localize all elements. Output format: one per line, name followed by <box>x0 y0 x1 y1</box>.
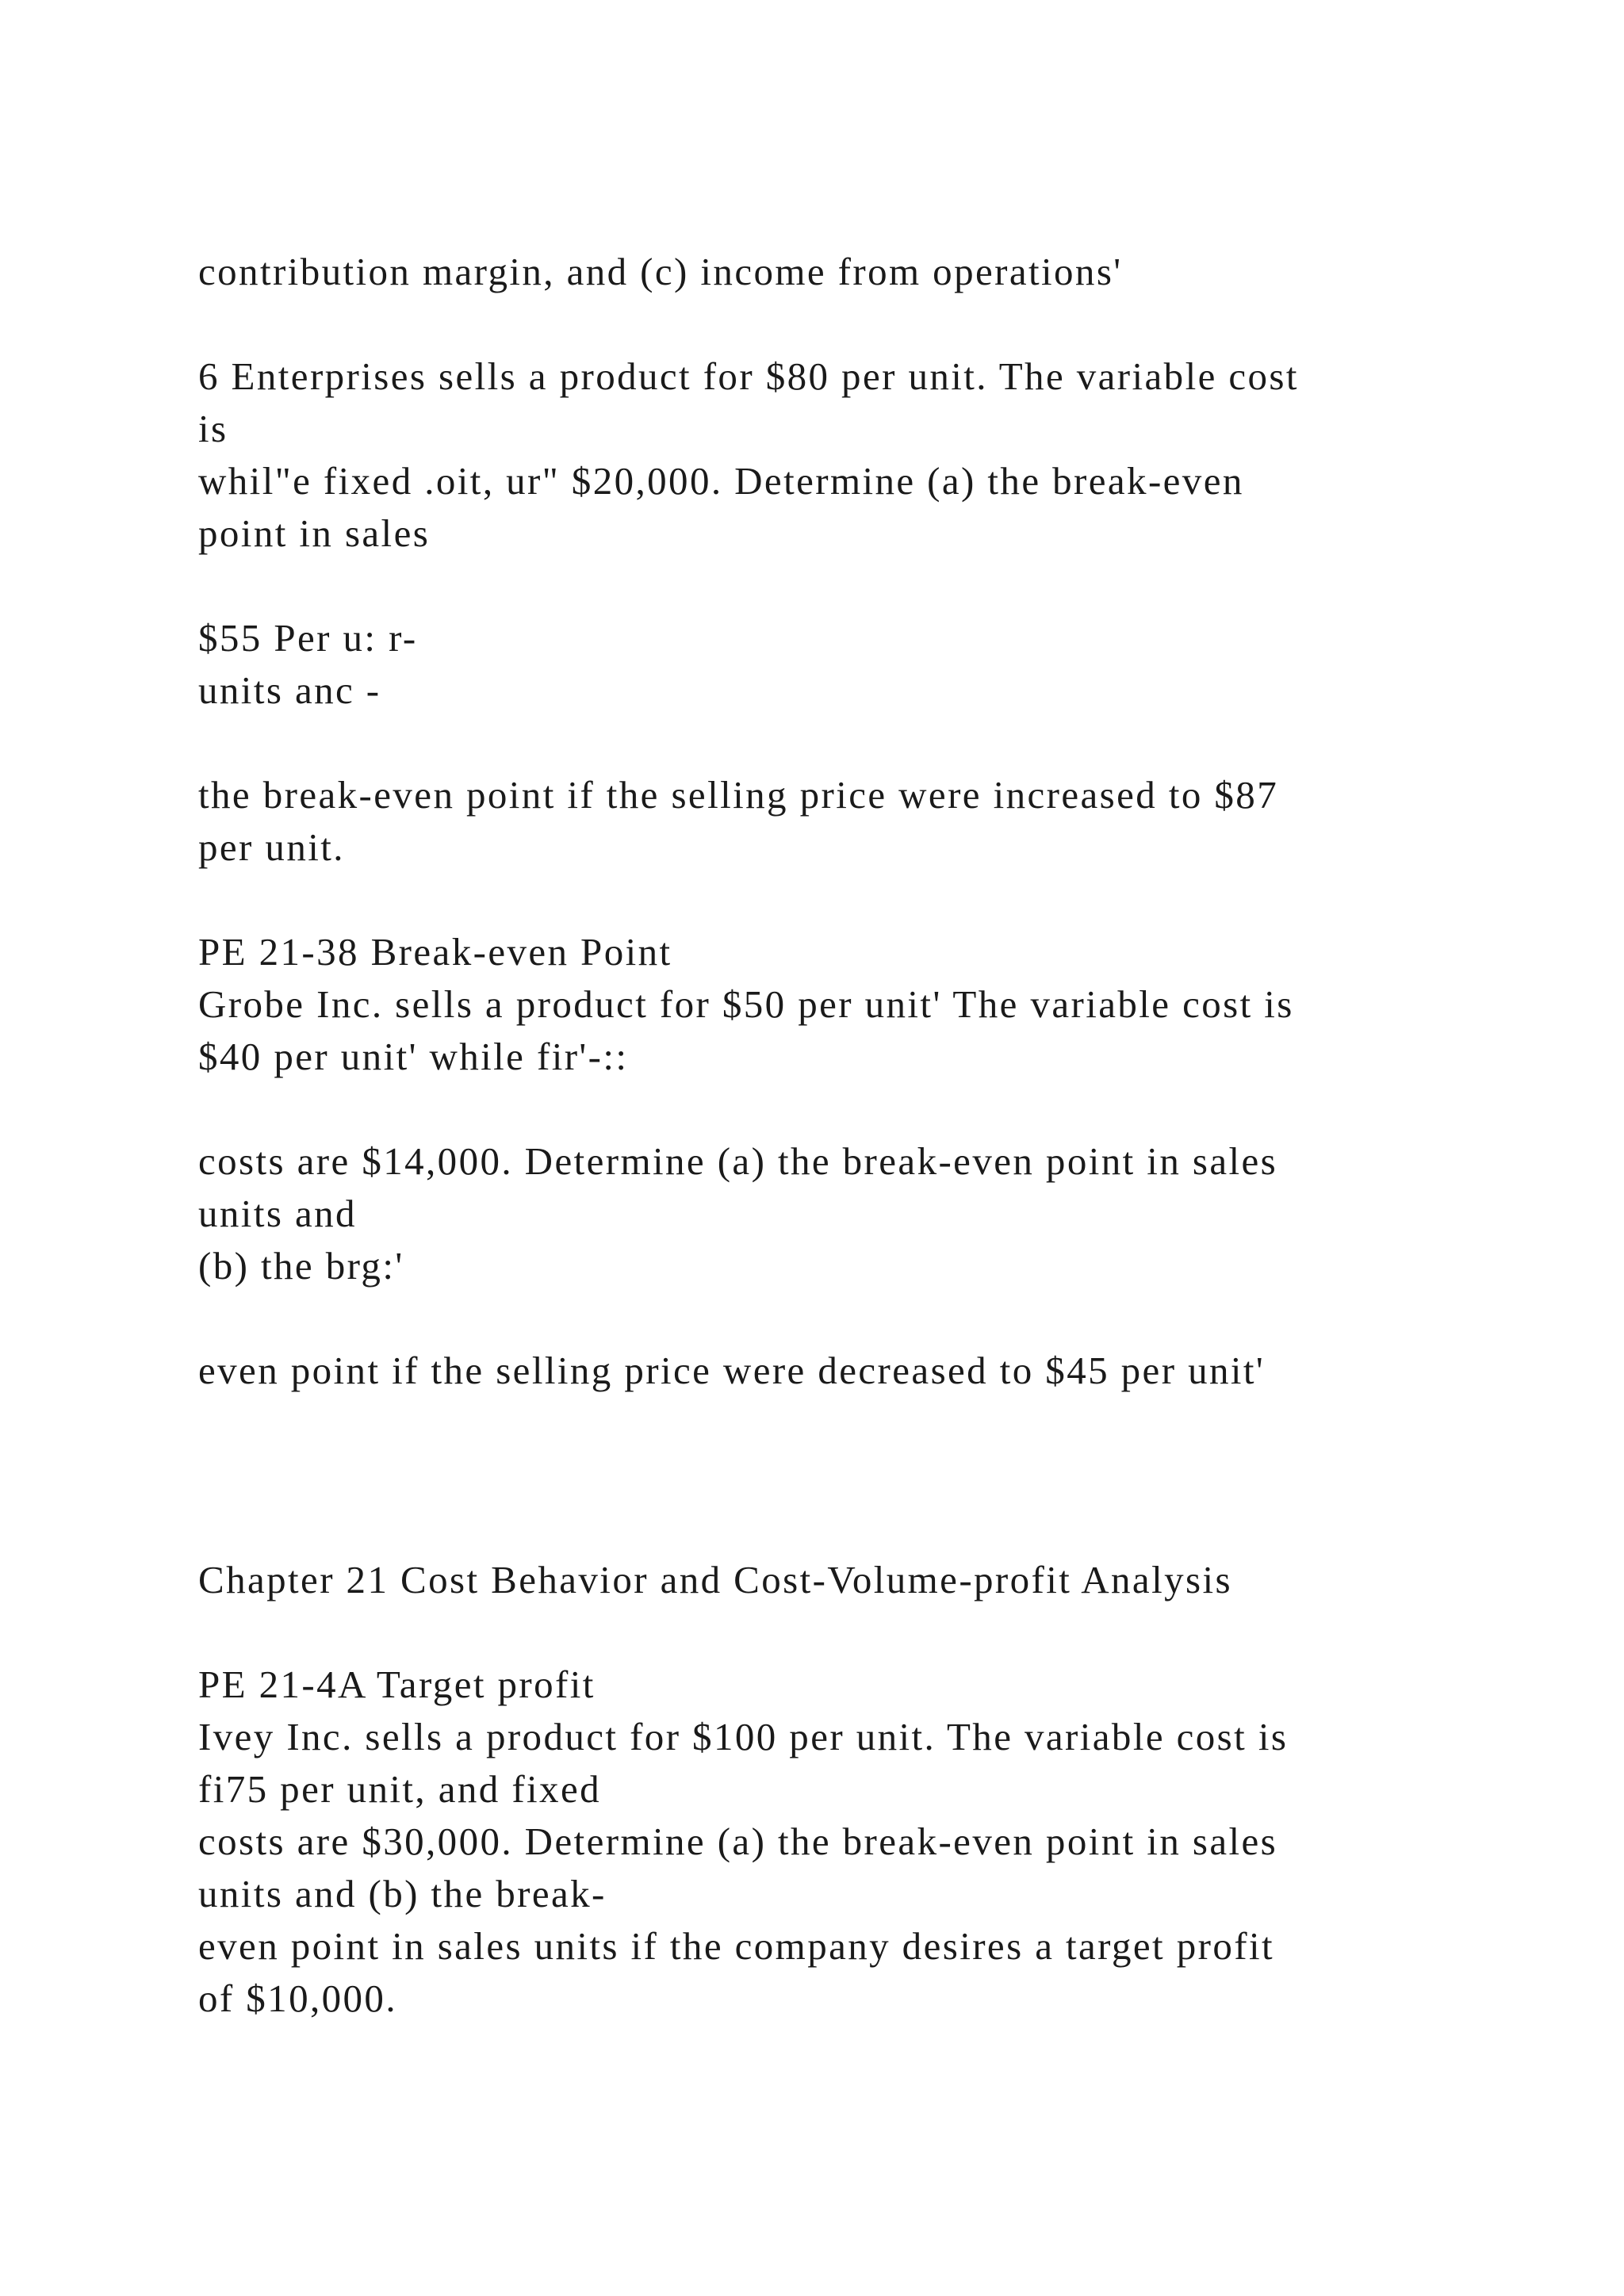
text-line: of $10,000. <box>198 1976 397 2020</box>
blank-line <box>198 298 1499 350</box>
text-line: whil"e fixed .oit, ur" $20,000. Determine (a) the break-even <box>198 459 1244 503</box>
text-line: units anc - <box>198 668 381 712</box>
text-line: 6 Enterprises sells a product for $80 per unit. The variable cost <box>198 354 1299 398</box>
text-line: units and <box>198 1192 357 1235</box>
blank-gap <box>198 1397 1499 1554</box>
text-line: $40 per unit' while fir'-:: <box>198 1035 629 1078</box>
text-line: Grobe Inc. sells a product for $50 per unit' The variable cost is <box>198 982 1294 1026</box>
text-line: (b) the brg:' <box>198 1244 404 1288</box>
blank-line <box>198 874 1499 926</box>
text-line: even point in sales units if the company desires a target profit <box>198 1924 1274 1968</box>
chapter-heading: Chapter 21 Cost Behavior and Cost-Volume-profit Analysis <box>198 1558 1232 1601</box>
blank-line <box>198 560 1499 612</box>
blank-line <box>198 1083 1499 1135</box>
text-line: the break-even point if the selling price were increased to $87 <box>198 773 1279 817</box>
blank-line <box>198 1292 1499 1345</box>
text-line: $55 Per u: r- <box>198 616 418 660</box>
blank-line <box>198 1606 1499 1659</box>
exercise-heading: PE 21-38 Break-even Point <box>198 930 672 974</box>
blank-line <box>198 717 1499 769</box>
text-line: costs are $14,000. Determine (a) the break-even point in sales <box>198 1139 1278 1183</box>
text-line: even point if the selling price were decreased to $45 per unit' <box>198 1349 1266 1392</box>
text-line: is <box>198 407 228 450</box>
text-line: per unit. <box>198 825 345 869</box>
text-line: costs are $30,000. Determine (a) the break-even point in sales <box>198 1820 1278 1863</box>
text-line: Ivey Inc. sells a product for $100 per unit. The variable cost is <box>198 1715 1289 1758</box>
text-line: point in sales <box>198 511 431 555</box>
text-line: fi75 per unit, and fixed <box>198 1767 602 1811</box>
document-text <box>198 246 1499 2025</box>
text-line: contribution margin, and (c) income from operations' <box>198 250 1123 293</box>
text-line: units and (b) the break- <box>198 1872 607 1915</box>
exercise-heading: PE 21-4A Target profit <box>198 1663 596 1706</box>
